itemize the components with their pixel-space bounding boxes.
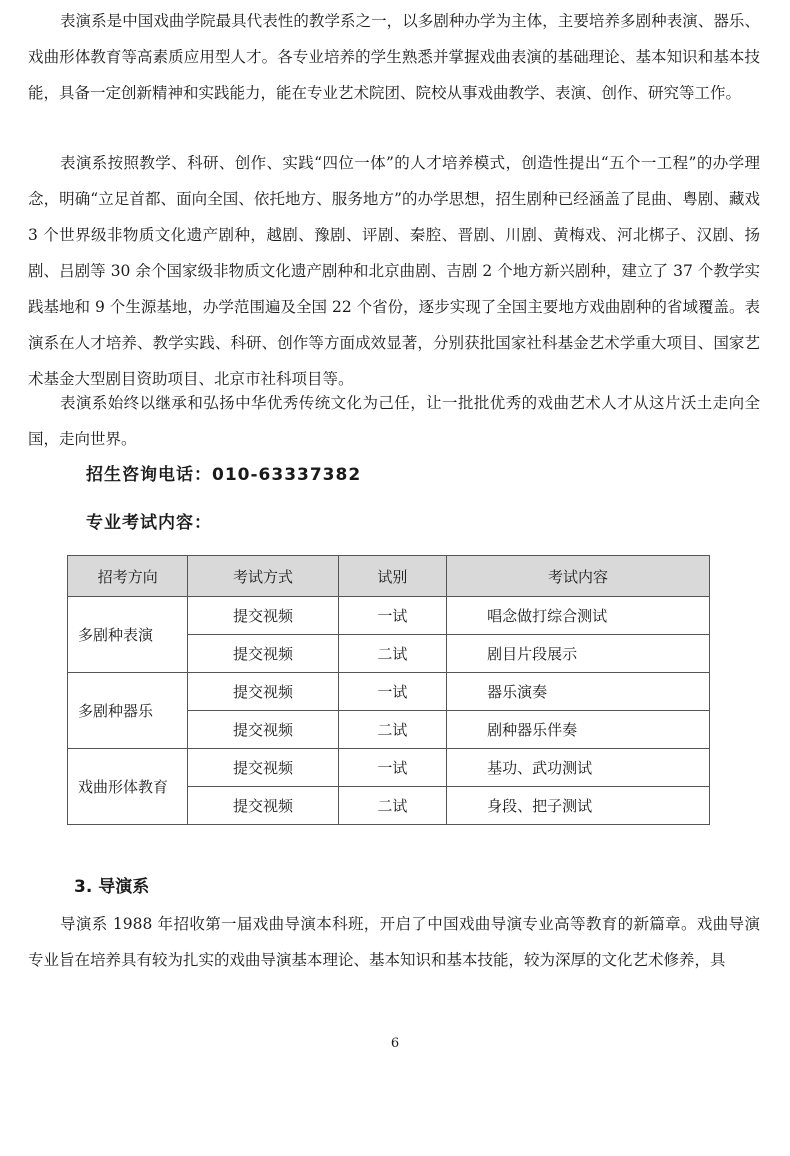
exam-table <box>67 555 710 825</box>
paragraph-training-model: 表演系按照教学、科研、创作、实践“四位一体”的人才培养模式，创造性提出“五个一工程”的办学理念，明确“立足首都、面向全国、依托地方、服务地方”的办学思想，招生剧种已经涵盖了昆曲、粤剧、藏戏 3 个世界级非物质文化遗产剧种，越剧、豫剧、评剧、秦腔、晋剧、川剧、黄梅戏、河北梆子、汉剧、扬剧、吕剧等 30 余个国家级非物质文化遗产剧种和北京曲剧、吉剧 2 个地方新兴剧种，建立了 37 个教学实践基地和 9 个生源基地，办学范围遍及全国 22 个省份，逐步实现了全国主要地方戏曲剧种的省域覆盖。表演系在人才培养、教学实践、科研、创作等方面成效显著，分别获批国家社科基金艺术学重大项目、国家艺术基金大型剧目资助项目、北京市社科项目等。 <box>28 154 760 388</box>
content-cell: 剧目片段展示 <box>447 635 710 673</box>
content-cell: 器乐演奏 <box>447 673 710 711</box>
round-cell: 二试 <box>338 635 446 673</box>
header-method: 考试方式 <box>188 556 338 597</box>
table-row <box>68 673 710 711</box>
method-cell: 提交视频 <box>188 673 338 711</box>
paragraph-mission: 表演系始终以继承和弘扬中华优秀传统文化为己任，让一批批优秀的戏曲艺术人才从这片沃土走向全国，走向世界。 <box>28 394 760 448</box>
header-content: 考试内容 <box>447 556 710 597</box>
content-cell: 剧种器乐伴奏 <box>447 711 710 749</box>
header-direction: 招考方向 <box>68 556 188 597</box>
table-header-row <box>68 556 710 597</box>
content-cell: 基功、武功测试 <box>447 749 710 787</box>
method-cell: 提交视频 <box>188 787 338 825</box>
paragraph-directing: 导演系 1988 年招收第一届戏曲导演本科班，开启了中国戏曲导演专业高等教育的新篇章。戏曲导演专业旨在培养具有较为扎实的戏曲导演基本理论、基本知识和基本技能，较为深厚的文化艺术修养，具 <box>28 915 760 969</box>
round-cell: 一试 <box>338 749 446 787</box>
section-heading-directing: 3. 导演系 <box>74 877 150 897</box>
direction-cell: 多剧种器乐 <box>68 673 188 749</box>
exam-content-title: 专业考试内容： <box>86 513 212 533</box>
method-cell: 提交视频 <box>188 635 338 673</box>
direction-cell: 戏曲形体教育 <box>68 749 188 825</box>
round-cell: 一试 <box>338 673 446 711</box>
method-cell: 提交视频 <box>188 749 338 787</box>
table-row <box>68 749 710 787</box>
round-cell: 二试 <box>338 787 446 825</box>
round-cell: 二试 <box>338 711 446 749</box>
direction-cell: 多剧种表演 <box>68 597 188 673</box>
page-number: 6 <box>390 1036 400 1051</box>
admission-hotline: 招生咨询电话：010-63337382 <box>86 465 362 485</box>
round-cell: 一试 <box>338 597 446 635</box>
method-cell: 提交视频 <box>188 597 338 635</box>
content-cell: 身段、把子测试 <box>447 787 710 825</box>
content-cell: 唱念做打综合测试 <box>447 597 710 635</box>
header-round: 试别 <box>338 556 446 597</box>
paragraph-intro: 表演系是中国戏曲学院最具代表性的教学系之一，以多剧种办学为主体，主要培养多剧种表演、器乐、戏曲形体教育等高素质应用型人才。各专业培养的学生熟悉并掌握戏曲表演的基础理论、基本知识和基本技能，具备一定创新精神和实践能力，能在专业艺术院团、院校从事戏曲教学、表演、创作、研究等工作。 <box>28 12 760 102</box>
method-cell: 提交视频 <box>188 711 338 749</box>
table-row <box>68 597 710 635</box>
